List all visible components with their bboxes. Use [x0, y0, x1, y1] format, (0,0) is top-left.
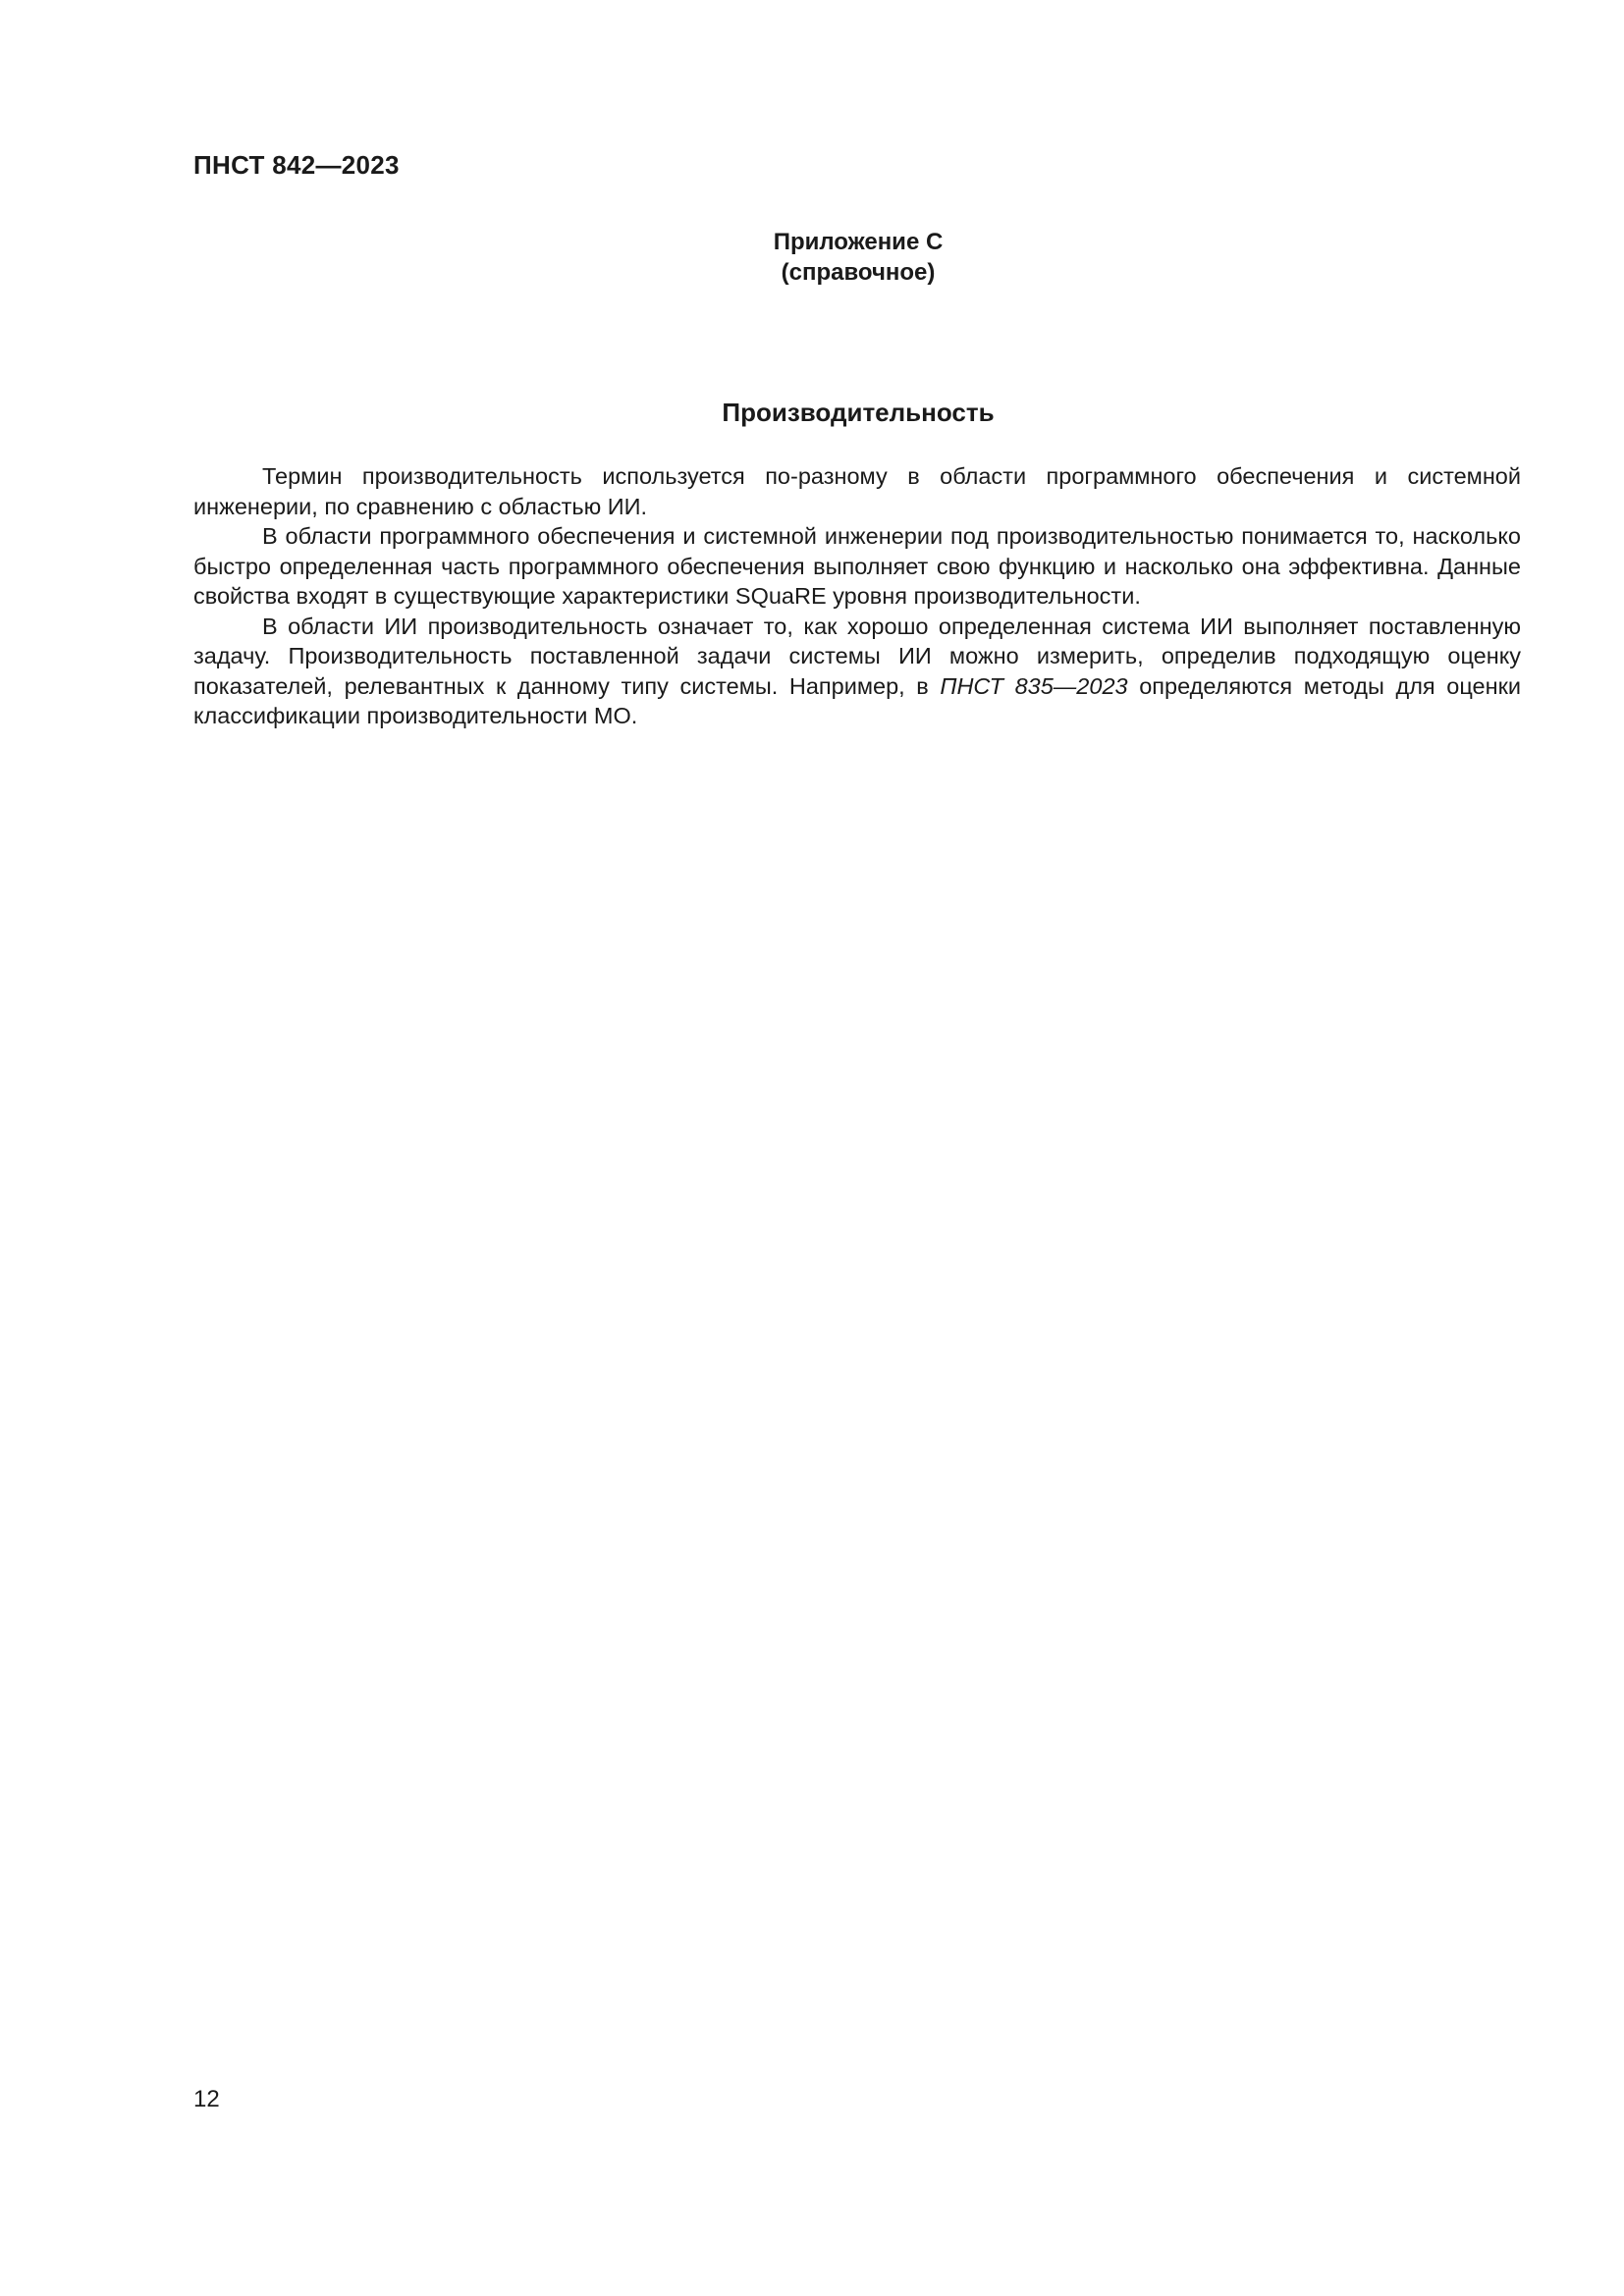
body-text [193, 461, 1521, 731]
page-number: 12 [193, 2086, 220, 2112]
paragraph-3 [193, 612, 1521, 731]
annex-title: Приложение С [773, 229, 944, 255]
paragraph-3-text-end: определяются методы для оценки классификации производительности МО. [193, 672, 1522, 728]
annex-type: (справочное) [781, 259, 936, 286]
standard-reference: ПНСТ 835—2023 [940, 672, 1128, 699]
paragraph-2: В области программного обеспечения и системной инженерии под производительностью понимается то, насколько быстро определенная часть программного обеспечения выполняет свою функцию и насколько она эффективна. Данные свойства входят в существующие характеристики SQuaRE уровня производительности. [193, 523, 1521, 609]
paragraph-1: Термин производительность используется по-разному в области программного обеспечения и системной инженерии, по сравнению с областью ИИ. [193, 463, 1521, 519]
section-title: Производительность [722, 398, 995, 427]
document-code: ПНСТ 842—2023 [193, 150, 400, 180]
paragraph-3-text-start: В области ИИ производительность означает то, как хорошо определенная система ИИ выполняет поставленную задачу. Производительность поставленной задачи системы ИИ можно измерить, определив подходящую оценку показателей, релевантных к данному типу системы. Например, в [193, 613, 1521, 699]
